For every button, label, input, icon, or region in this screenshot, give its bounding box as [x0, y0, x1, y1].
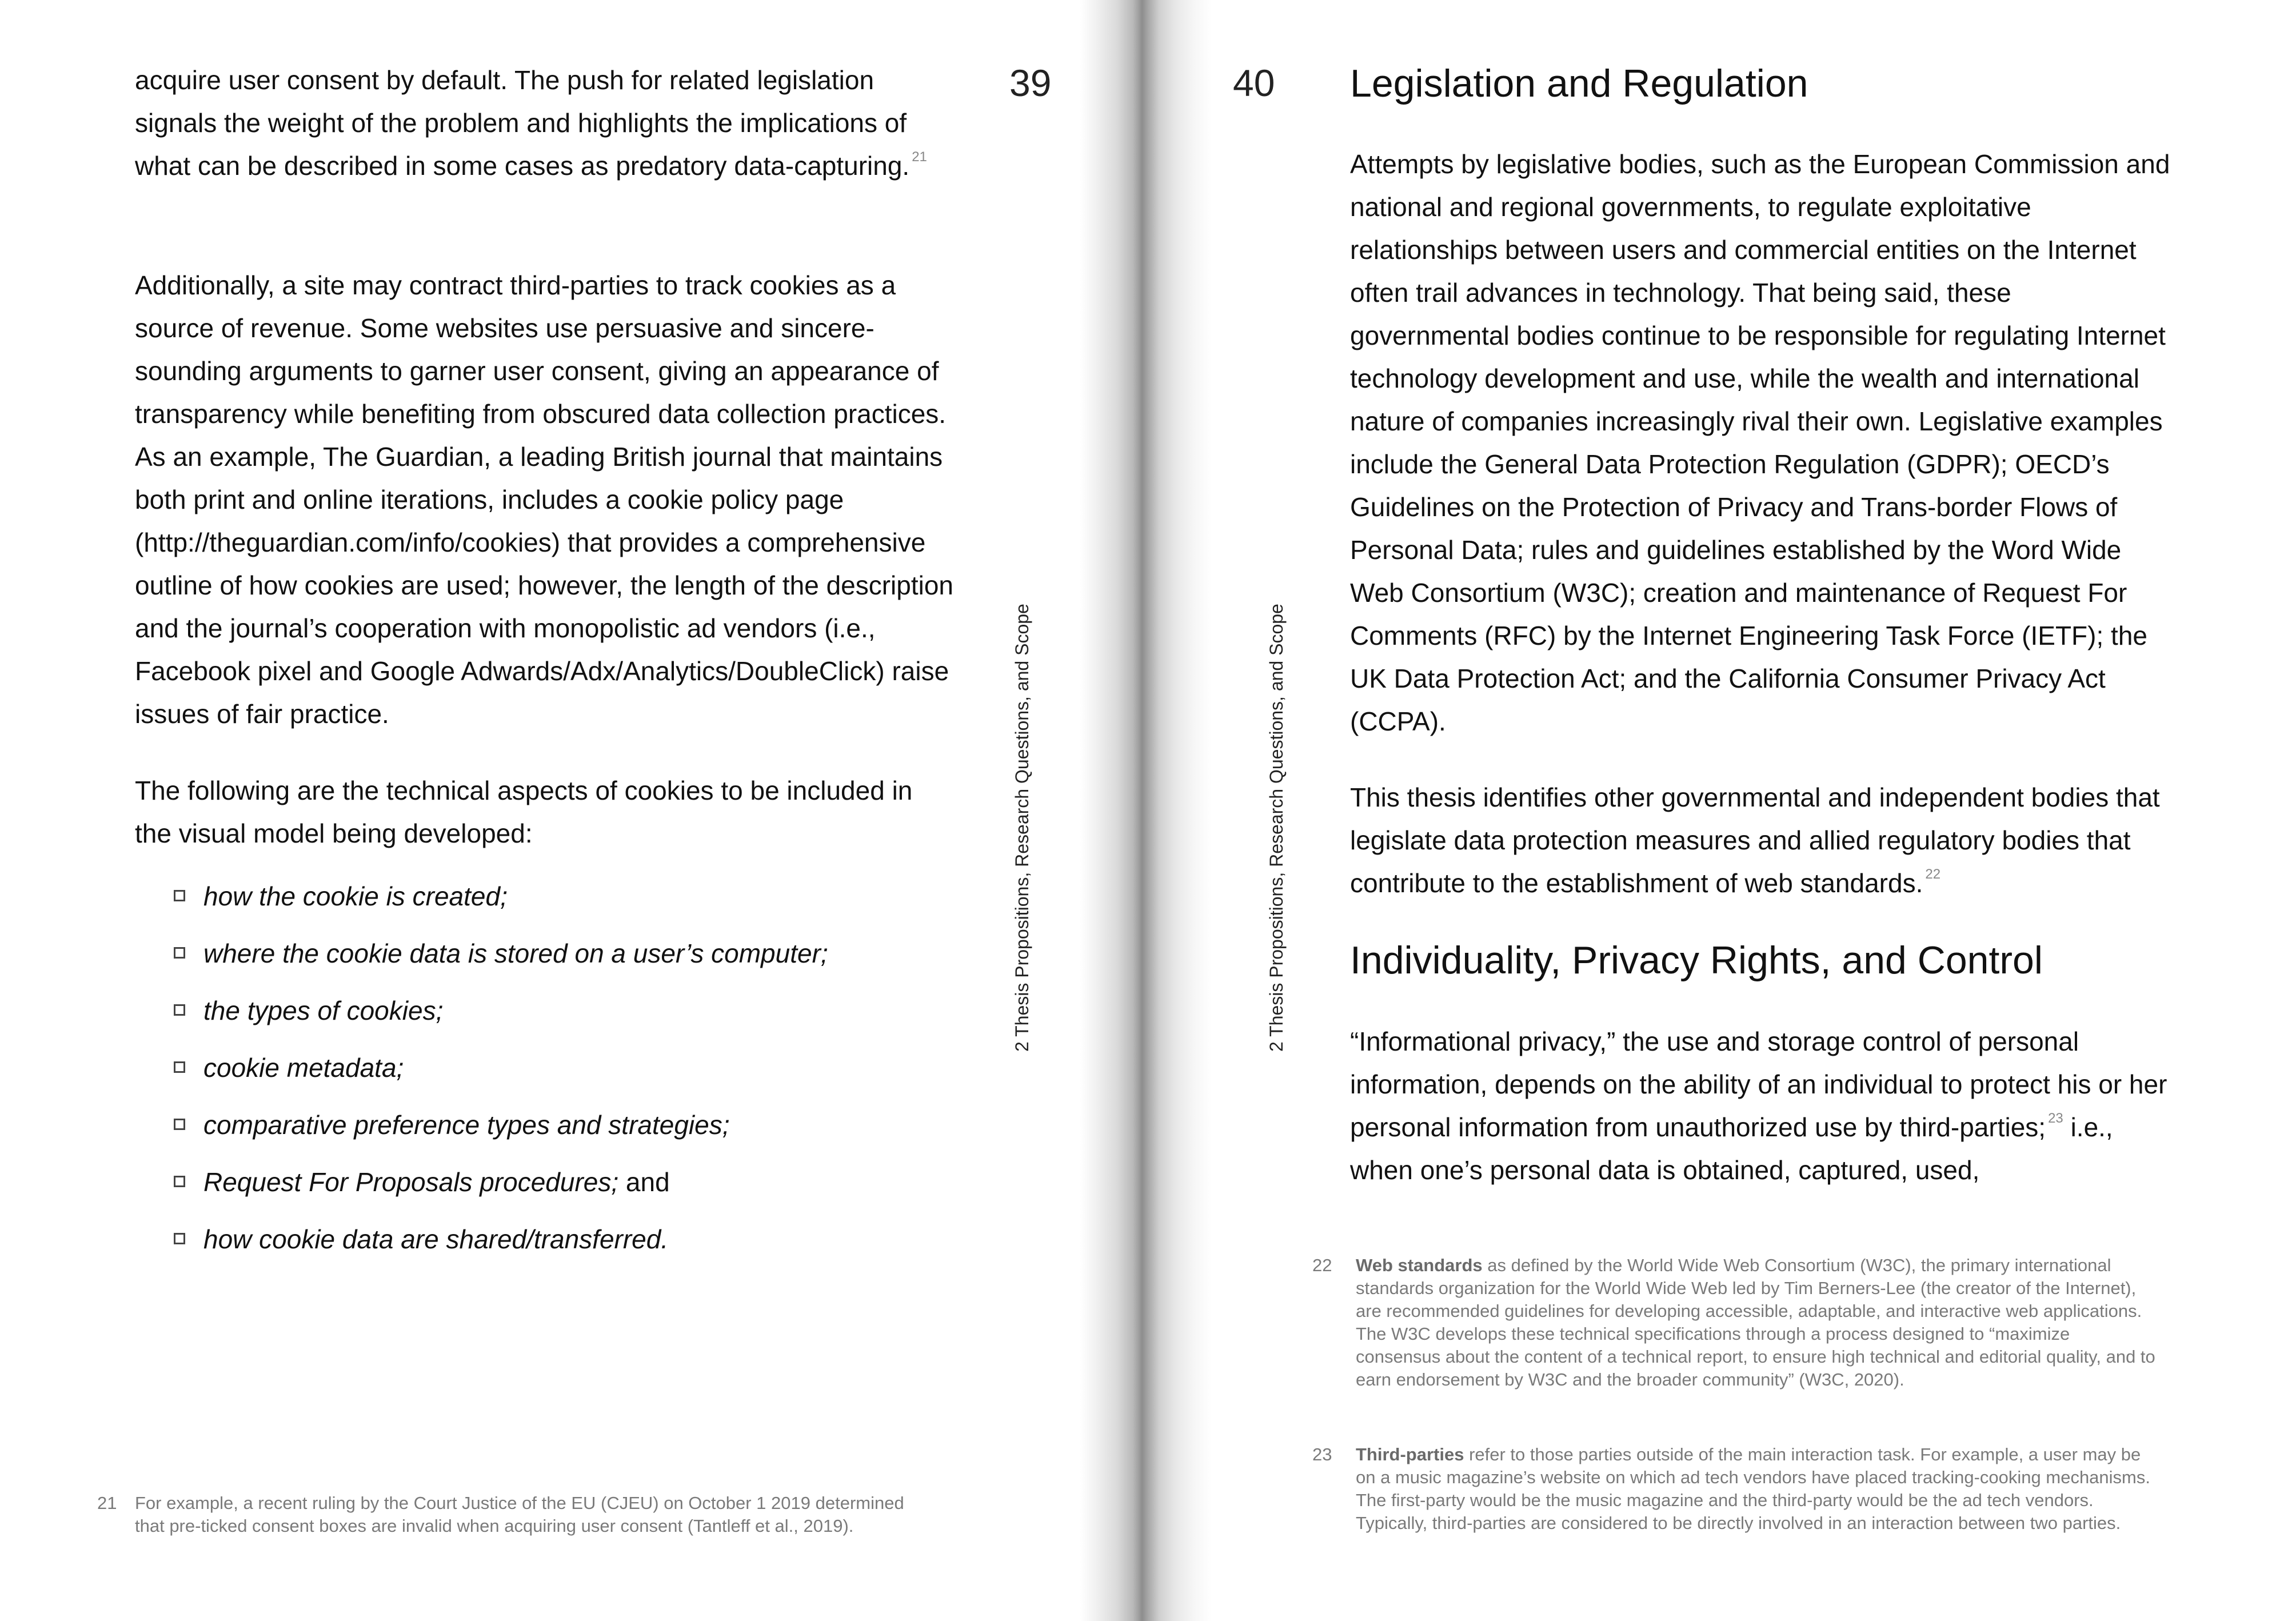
right-paragraph-2-text: This thesis identifies other governmental and independent bodies that legislate data protection measures and allied regulatory bodies that contribute to the establishment of web standards. — [1350, 782, 2160, 898]
checkbox-icon — [174, 1176, 185, 1187]
footnote-23 — [1312, 1443, 2156, 1535]
footnote-number: 23 — [1312, 1444, 1332, 1464]
left-paragraph-1 — [135, 59, 947, 187]
right-running-head: 2 Thesis Propositions, Research Questions, and Scope — [1266, 604, 1287, 1052]
list-item: comparative preference types and strategies; — [135, 1096, 935, 1153]
footnote-ref-21[interactable]: 21 — [912, 149, 927, 165]
footnote-text: refer to those parties outside of the main interaction task. For example, a user may be on a music magazine’s website on which ad tech vendors have placed tracking-cooking mechanisms. The first-party would be the music magazine and the third-party would be the ad tech vendors. Typically, third-parties are considered to be directly involved in an interaction between two parties. — [1356, 1444, 2150, 1533]
checkbox-icon — [174, 1061, 185, 1073]
footnote-number: 21 — [97, 1493, 117, 1513]
footnote-number: 22 — [1312, 1255, 1332, 1275]
cookie-aspects-list — [135, 868, 935, 1268]
right-paragraph-3-tail: i.e., when one’s personal data is obtained, captured, used, — [1350, 1112, 2113, 1185]
right-paragraph-3 — [1350, 1020, 2176, 1192]
list-item: how cookie data are shared/transferred. — [135, 1211, 935, 1268]
checkbox-icon — [174, 1004, 185, 1016]
checkbox-icon — [174, 947, 185, 959]
footnote-ref-23[interactable]: 23 — [2048, 1111, 2063, 1126]
list-item: the types of cookies; — [135, 982, 935, 1039]
footnote-text: For example, a recent ruling by the Court Justice of the EU (CJEU) on October 1 2019 determined that pre-ticked consent boxes are invalid when acquiring user consent (Tantleff et al., 2019). — [135, 1493, 904, 1536]
right-page-number: 40 — [1233, 62, 1275, 104]
checkbox-icon — [174, 890, 185, 901]
right-paragraph-2 — [1350, 776, 2176, 905]
right-paragraph-1: Attempts by legislative bodies, such as the European Commission and national and regional governments, to regulate exploitative relationships between users and commercial entities on the Internet often trail advances in technology. That being said, these governmental bodies continue to be responsible for regulating Internet technology development and use, while the wealth and international nature of companies increasingly rival their own. Legislative examples include the General Data Protection Regulation (GDPR); OECD’s Guidelines on the Protection of Privacy and Trans-border Flows of Personal Data; rules and guidelines established by the Word Wide Web Consortium (W3C); creation and maintenance of Request For Comments (RFC) by the Internet Engineering Task Force (IETF); the UK Data Protection Act; and the California Consumer Privacy Act (CCPA). — [1350, 149, 2170, 736]
list-item: Request For Proposals procedures; and — [135, 1153, 935, 1211]
checkbox-icon — [174, 1119, 185, 1130]
list-item: cookie metadata; — [135, 1039, 935, 1096]
checkbox-icon — [174, 1233, 185, 1244]
footnote-22 — [1312, 1254, 2156, 1391]
book-gutter-shadow — [1080, 0, 1212, 1621]
list-item: where the cookie data is stored on a user’s computer; — [135, 925, 935, 982]
footnote-term: Web standards — [1356, 1255, 1483, 1275]
left-paragraph-2: Additionally, a site may contract third-parties to track cookies as a source of revenue. Some websites use persuasive and sincere-sounding arguments to garner user consent, giving an appearance of transparency while benefiting from obscured data collection practices. As an example, The Guardian, a leading British journal that maintains both print and online iterations, includes a cookie policy page (http://theguardian.com/info/cookies) that provides a comprehensive outline of how cookies are used; however, the length of the description and the journal’s cooperation with monopolistic ad vendors (i.e., Facebook pixel and Google Adwards/Adx/Analytics/DoubleClick) raise issues of fair practice. — [135, 270, 954, 729]
right-paragraph-3-text: “Informational privacy,” the use and storage control of personal information, depends on the ability of an individual to protect his or her personal information from unauthorized use by third-parties; — [1350, 1027, 2167, 1142]
list-item: how the cookie is created; — [135, 868, 935, 925]
heading-legislation: Legislation and Regulation — [1350, 62, 1808, 105]
left-page-number: 39 — [1009, 62, 1052, 104]
left-running-head: 2 Thesis Propositions, Research Questions, and Scope — [1012, 604, 1032, 1052]
left-paragraph-3: The following are the technical aspects of cookies to be included in the visual model being developed: — [135, 776, 913, 848]
footnote-ref-22[interactable]: 22 — [1925, 867, 1941, 882]
heading-individuality: Individuality, Privacy Rights, and Control — [1350, 939, 2043, 982]
left-paragraph-1-text: acquire user consent by default. The push for related legislation signals the weight of the problem and highlights the implications of what can be described in some cases as predatory data-capturing. — [135, 65, 910, 181]
footnote-21 — [97, 1492, 935, 1538]
footnote-term: Third-parties — [1356, 1444, 1464, 1464]
footnote-text: as defined by the World Wide Web Consortium (W3C), the primary international standards organization for the World Wide Web led by Tim Berners-Lee (the creator of the Internet), are recommended guidelines for developing accessible, adaptable, and interactive web applications. The W3C develops these technical specifications through a process designed to “maximize consensus about the content of a technical report, to ensure high technical and editorial quality, and to earn endorsement by W3C and the broader community” (W3C, 2020). — [1356, 1255, 2155, 1390]
